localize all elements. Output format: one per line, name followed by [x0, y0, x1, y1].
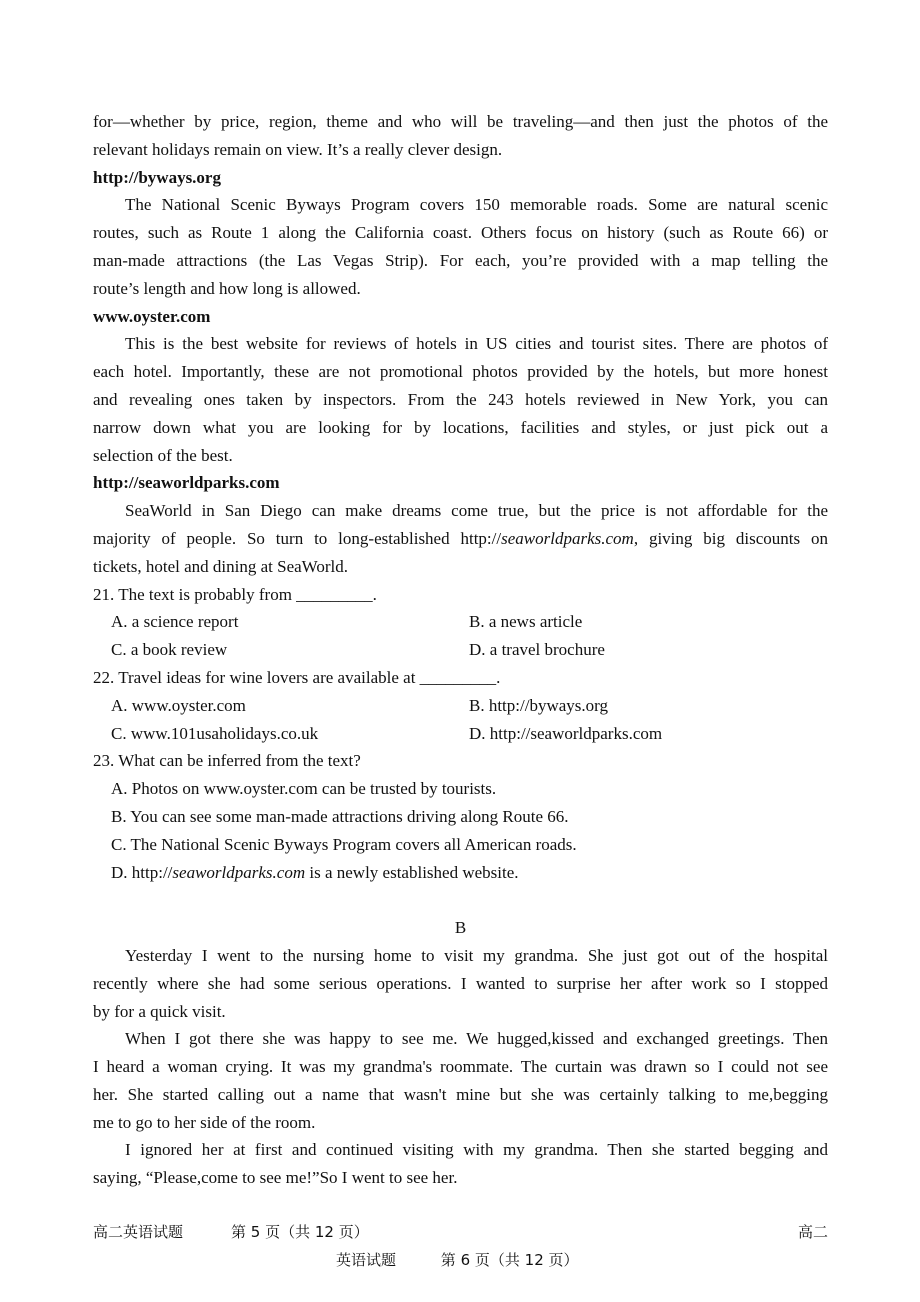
footer-left-page: 第 5 页（共 12 页）: [231, 1223, 369, 1241]
intro-line-1: for—whether by price, region, theme and who will be traveling—and then just the photos of the: [93, 112, 828, 131]
oyster-line-4: narrow down what you are looking for by locations, facilities and styles, or just pick out a: [93, 417, 828, 437]
footer-right-page: 第 6 页（共 12 页）: [440, 1251, 579, 1269]
seaworld-line-2-pre: majority of people. So turn to long-established http://: [93, 528, 502, 548]
page-footer-row-2: [336, 1248, 579, 1272]
byways-line-3: man-made attractions (the Las Vegas Strip). For each, you’re provided with a map telling the: [93, 250, 828, 270]
seaworld-line-3: tickets, hotel and dining at SeaWorld.: [93, 556, 348, 576]
b-p3-line-2: saying, “Please,come to see me!”So I went to see her.: [93, 1168, 458, 1188]
footer-right-title-part2: 英语试题: [336, 1251, 397, 1269]
b-p3-line-1: I ignored her at first and continued visiting with my grandma. Then she started begging and: [125, 1140, 828, 1160]
q22-stem: 22. Travel ideas for wine lovers are available at _________.: [93, 667, 501, 687]
b-p2-line-1: When I got there she was happy to see me. We hugged,kissed and exchanged greetings. Then: [125, 1029, 828, 1049]
q23-option-d-post: is a newly established website.: [305, 862, 519, 882]
section-b-label: B: [454, 918, 467, 938]
q23-option-b: B. You can see some man-made attractions driving along Route 66.: [111, 806, 569, 826]
seaworld-line-1: SeaWorld in San Diego can make dreams come true, but the price is not affordable for the: [125, 501, 828, 521]
q21-option-c: C. a book review: [111, 640, 228, 660]
q22-option-d: D. http://seaworldparks.com: [469, 723, 663, 743]
byways-line-1: The National Scenic Byways Program covers 150 memorable roads. Some are natural scenic: [125, 195, 828, 215]
b-p2-line-4: me to go to her side of the room.: [93, 1112, 316, 1132]
b-p1-line-1: Yesterday I went to the nursing home to visit my grandma. She just got out of the hospital: [125, 945, 828, 965]
b-p2-line-3: her. She started calling out a name that wasn't mine but she was certainly talking to me,begging: [93, 1084, 828, 1104]
q21-options-row-1: [93, 608, 828, 636]
footer-right-title-part1: 高二: [797, 1223, 828, 1241]
seaworld-line-2-url: seaworldparks.com: [501, 528, 634, 548]
byways-heading: http://byways.org: [93, 167, 221, 187]
q21-options-row-2: [93, 636, 828, 664]
seaworld-line-2-post: , giving big discounts on: [633, 528, 828, 548]
page-content: [93, 108, 828, 1192]
b-p2-line-2: I heard a woman crying. It was my grandma's roommate. The curtain was drawn so I could not see: [93, 1057, 828, 1077]
q23-option-c: C. The National Scenic Byways Program covers all American roads.: [111, 834, 577, 854]
q23-option-d-url: seaworldparks.com: [172, 862, 306, 882]
oyster-line-5: selection of the best.: [93, 445, 233, 465]
oyster-line-3: and revealing ones taken by inspectors. From the 243 hotels reviewed in New York, you can: [93, 389, 828, 409]
q22-options-row-2: [93, 720, 828, 748]
q22-option-b: B. http://byways.org: [469, 695, 608, 715]
q23-option-d: [93, 859, 828, 887]
oyster-line-1: This is the best website for reviews of hotels in US cities and tourist sites. There are photos of: [125, 334, 828, 354]
q21-option-d: D. a travel brochure: [469, 640, 605, 660]
oyster-line-2: each hotel. Importantly, these are not promotional photos provided by the hotels, but more honest: [93, 362, 828, 382]
q21-option-b: B. a news article: [469, 612, 583, 632]
q23-option-a: A. Photos on www.oyster.com can be trusted by tourists.: [111, 779, 497, 799]
footer-left-title: 高二英语试题: [93, 1223, 184, 1241]
q23-option-d-pre: D. http://: [111, 862, 173, 882]
oyster-heading: www.oyster.com: [93, 306, 211, 326]
byways-line-2: routes, such as Route 1 along the California coast. Others focus on history (such as Route 66) or: [93, 223, 828, 243]
byways-line-4: route’s length and how long is allowed.: [93, 278, 361, 298]
q21-option-a: A. a science report: [111, 612, 239, 632]
seaworld-line-2: [93, 525, 828, 553]
q21-stem: 21. The text is probably from _________.: [93, 584, 377, 604]
section-spacer: [93, 886, 828, 914]
intro-line-2: relevant holidays remain on view. It’s a really clever design.: [93, 139, 503, 159]
q22-option-a: A. www.oyster.com: [111, 695, 246, 715]
q23-stem: 23. What can be inferred from the text?: [93, 751, 361, 771]
b-p1-line-2: recently where she had some serious operations. I wanted to surprise her after work so I stopped: [93, 973, 828, 993]
seaworld-heading: http://seaworldparks.com: [93, 473, 280, 493]
q22-option-c: C. www.101usaholidays.co.uk: [111, 723, 319, 743]
b-p1-line-3: by for a quick visit.: [93, 1001, 226, 1021]
q22-options-row-1: [93, 692, 828, 720]
